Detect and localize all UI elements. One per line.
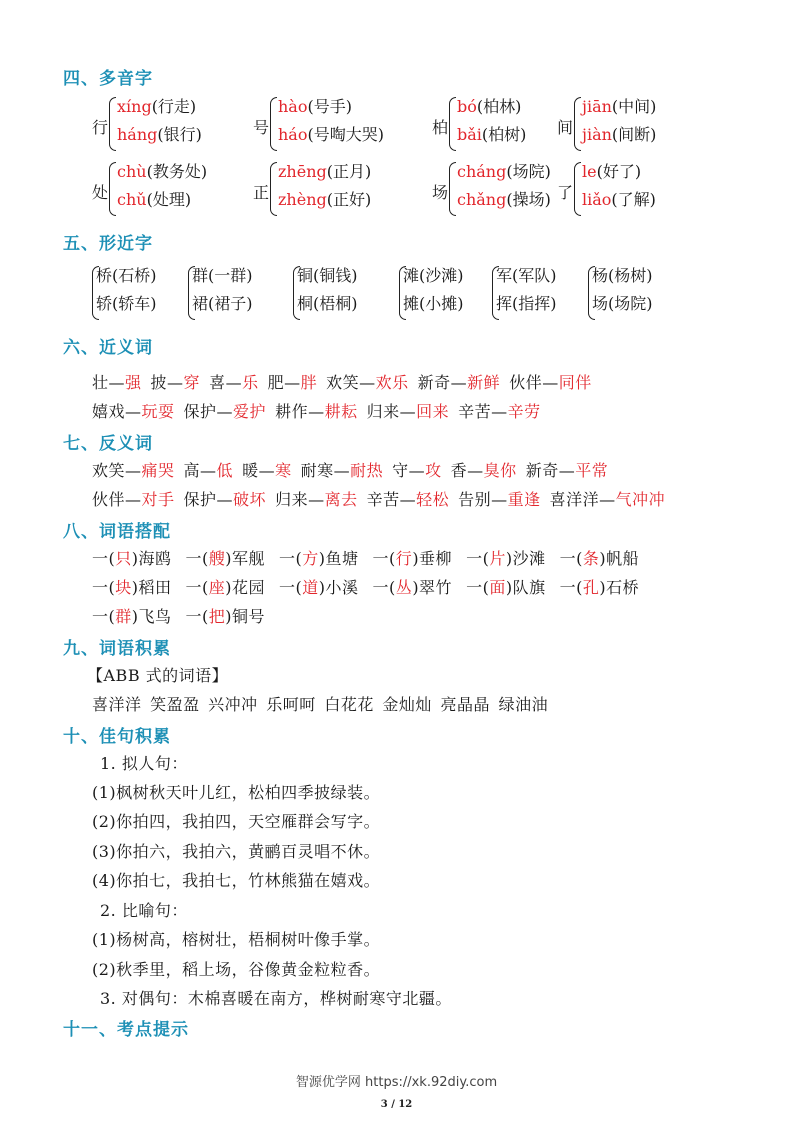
- measure-word: 把: [208, 607, 226, 626]
- polyphone-char: 场: [432, 183, 449, 202]
- polyphone-reading-2: [278, 122, 384, 145]
- numeral: 一(: [92, 549, 116, 568]
- example-word: (教务处): [146, 162, 208, 181]
- answer-word: 轻松: [416, 490, 450, 509]
- dash: —: [125, 461, 142, 480]
- answer-word: 回来: [416, 402, 450, 421]
- synonym-row-2: [92, 399, 541, 422]
- synonym-pair: [367, 402, 450, 421]
- answer-word: 臭你: [483, 461, 517, 480]
- word: 辛苦: [366, 490, 400, 509]
- similar-char-2: 挥(指挥): [496, 294, 557, 313]
- measure-word: 丛: [395, 578, 413, 597]
- numeral: 一(: [279, 578, 303, 597]
- dash: —: [491, 402, 508, 421]
- section-heading-collocations: 八、词语搭配: [63, 522, 171, 542]
- measure-word: 块: [115, 578, 132, 597]
- numeral: 一(: [92, 607, 116, 626]
- similar-char-2: 场(场院): [592, 294, 653, 313]
- pinyin: zhèng: [278, 190, 327, 209]
- measure-word: 道: [302, 578, 319, 597]
- word: 伙伴: [92, 490, 126, 509]
- example-word: (间断): [611, 125, 657, 144]
- noun: )垂柳: [412, 549, 453, 568]
- numeral: 一(: [92, 578, 116, 597]
- noun: )石桥: [599, 578, 640, 597]
- word: 归来: [366, 402, 400, 421]
- collocation-item: [373, 578, 453, 597]
- collocation-item: [186, 578, 266, 597]
- sentence-line: (1)枫树秋天叶儿红，松柏四季披绿装。: [92, 783, 381, 802]
- dash: —: [491, 490, 508, 509]
- word: 欢笑: [326, 373, 360, 392]
- similar-char-2: 摊(小摊): [403, 294, 464, 313]
- dash: —: [216, 402, 234, 421]
- pinyin: cháng: [457, 162, 507, 181]
- collocation-item: [92, 549, 172, 568]
- numeral: 一(: [559, 578, 583, 597]
- answer-word: 欢乐: [375, 373, 409, 392]
- answer-word: 玩耍: [141, 402, 175, 421]
- answer-word: 穿: [183, 373, 201, 392]
- noun: )花园: [225, 578, 266, 597]
- sentence-line: 1. 拟人句：: [100, 754, 188, 773]
- collocation-item: [466, 549, 546, 568]
- similar-char-2: 轿(轿车): [96, 294, 157, 313]
- answer-word: 爱护: [233, 402, 267, 421]
- example-word: (好了): [596, 162, 642, 181]
- collocation-item: [560, 578, 640, 597]
- numeral: 一(: [372, 549, 396, 568]
- synonym-pair: [458, 402, 541, 421]
- word: 肥: [267, 373, 285, 392]
- brace-icon: [270, 97, 277, 151]
- antonym-pair: [184, 490, 267, 509]
- dash: —: [125, 490, 142, 509]
- sentence-line: (4)你拍七，我拍七，竹林熊猫在嬉戏。: [92, 871, 381, 890]
- pinyin: háo: [278, 125, 308, 144]
- answer-word: 痛哭: [141, 461, 175, 480]
- example-word: (操场): [506, 190, 551, 209]
- answer-word: 胖: [300, 373, 318, 392]
- synonym-pair: [92, 402, 175, 421]
- answer-word: 寒: [275, 461, 292, 480]
- measure-word: 行: [395, 549, 413, 568]
- pinyin: liǎo: [582, 190, 612, 209]
- answer-word: 乐: [242, 373, 259, 392]
- brace-icon: [574, 162, 581, 216]
- abb-label: 【ABB 式的词语】: [87, 666, 229, 685]
- polyphone-reading-1: [457, 94, 521, 117]
- polyphone-char: 行: [92, 118, 109, 137]
- brace-icon: [449, 97, 456, 151]
- measure-word: 群: [115, 607, 132, 626]
- section-heading-exam-tips: 十一、考点提示: [63, 1020, 189, 1040]
- word: 香: [450, 461, 468, 480]
- synonym-pair: [326, 373, 409, 392]
- measure-word: 方: [302, 549, 319, 568]
- word: 归来: [275, 490, 309, 509]
- antonym-pair: [550, 490, 666, 509]
- dash: —: [308, 402, 325, 421]
- synonym-row-1: [92, 370, 592, 393]
- antonym-row-2: [92, 487, 665, 510]
- antonym-row-1: [92, 458, 608, 481]
- polyphone-char: 柏: [432, 118, 449, 137]
- answer-word: 强: [125, 373, 142, 392]
- section-heading-polyphones: 四、多音字: [63, 69, 153, 89]
- noun: )沙滩: [505, 549, 546, 568]
- word: 伙伴: [509, 373, 543, 392]
- collocation-item: [560, 549, 640, 568]
- antonym-pair: [275, 490, 358, 509]
- polyphone-reading-2: [117, 187, 191, 210]
- pinyin: xíng: [117, 97, 152, 116]
- sentence-line: (3)你拍六，我拍六，黄鹂百灵唱不休。: [92, 842, 381, 861]
- polyphone-reading-2: [457, 122, 526, 145]
- pinyin: bǎi: [457, 125, 482, 144]
- polyphone-reading-2: [278, 187, 371, 210]
- example-word: (正好): [326, 190, 372, 209]
- antonym-pair: [526, 461, 609, 480]
- measure-word: 只: [115, 549, 132, 568]
- example-word: (柏林): [476, 97, 522, 116]
- antonym-pair: [242, 461, 292, 480]
- measure-word: 孔: [582, 578, 600, 597]
- similar-char-1: 群(一群): [192, 266, 253, 285]
- dash: —: [216, 490, 234, 509]
- word: 喜洋洋: [549, 490, 600, 509]
- example-word: (了解): [611, 190, 656, 209]
- brace-icon: [574, 97, 581, 151]
- polyphone-reading-2: [582, 122, 656, 145]
- noun: )翠竹: [412, 578, 453, 597]
- dash: —: [258, 461, 276, 480]
- pinyin: hào: [278, 97, 308, 116]
- answer-word: 破坏: [233, 490, 267, 509]
- word: 守: [392, 461, 409, 480]
- section-heading-synonyms: 六、近义词: [63, 338, 153, 358]
- antonym-pair: [392, 461, 442, 480]
- similar-char-2: 桐(梧桐): [297, 294, 358, 313]
- measure-word: 面: [489, 578, 506, 597]
- abb-words: 喜洋洋 笑盈盈 兴冲冲 乐呵呵 白花花 金灿灿 亮晶晶 绿油油: [92, 695, 549, 714]
- polyphone-reading-1: [117, 94, 196, 117]
- answer-word: 新鲜: [467, 373, 501, 392]
- word: 披: [150, 373, 168, 392]
- measure-word: 座: [208, 578, 226, 597]
- answer-word: 气冲冲: [615, 490, 666, 509]
- section-heading-sentences: 十、佳句积累: [63, 727, 171, 747]
- pinyin: bó: [457, 97, 477, 116]
- dash: —: [558, 461, 576, 480]
- polyphone-char: 了: [557, 183, 574, 202]
- sentence-line: 3. 对偶句：木棉喜暖在南方，桦树耐寒守北疆。: [100, 989, 452, 1008]
- word: 嬉戏: [92, 402, 126, 421]
- example-word: (处理): [146, 190, 192, 209]
- brace-icon: [449, 162, 456, 216]
- polyphone-char: 号: [253, 118, 270, 137]
- section-heading-similar-chars: 五、形近字: [63, 234, 153, 254]
- collocation-row-2: [92, 575, 639, 598]
- pinyin: chǔ: [117, 190, 147, 209]
- collocation-item: [279, 578, 359, 597]
- sentence-line: 2. 比喻句：: [100, 901, 188, 920]
- answer-word: 低: [216, 461, 234, 480]
- pinyin: zhēng: [278, 162, 327, 181]
- dash: —: [284, 373, 301, 392]
- synonym-pair: [209, 373, 259, 392]
- noun: )鱼塘: [318, 549, 359, 568]
- polyphone-char: 处: [92, 183, 109, 202]
- dash: —: [308, 490, 325, 509]
- dash: —: [599, 490, 616, 509]
- word: 暖: [242, 461, 259, 480]
- collocation-item: [186, 549, 266, 568]
- brace-icon: [109, 162, 116, 216]
- dash: —: [200, 461, 217, 480]
- numeral: 一(: [559, 549, 583, 568]
- noun: )帆船: [599, 549, 640, 568]
- similar-char-1: 桥(石桥): [96, 266, 157, 285]
- synonym-pair: [184, 402, 267, 421]
- dash: —: [542, 373, 559, 392]
- collocation-item: [92, 607, 172, 626]
- word: 高: [183, 461, 201, 480]
- word: 辛苦: [458, 402, 492, 421]
- dash: —: [333, 461, 351, 480]
- example-word: (柏树): [481, 125, 527, 144]
- synonym-pair: [418, 373, 501, 392]
- antonym-pair: [367, 490, 450, 509]
- collocation-row-3: [92, 604, 265, 627]
- word: 保护: [183, 490, 217, 509]
- word: 新奇: [525, 461, 559, 480]
- example-word: (号啕大哭): [307, 125, 384, 144]
- polyphone-reading-1: [278, 159, 371, 182]
- word: 壮: [92, 373, 109, 392]
- antonym-pair: [301, 461, 384, 480]
- sentence-line: (1)杨树高，榕树壮，梧桐树叶像手掌。: [92, 930, 381, 949]
- collocation-item: [92, 578, 172, 597]
- antonym-pair: [92, 490, 175, 509]
- answer-word: 辛劳: [507, 402, 541, 421]
- measure-word: 艘: [208, 549, 226, 568]
- synonym-pair: [92, 373, 142, 392]
- answer-word: 同伴: [558, 373, 592, 392]
- similar-char-2: 裙(裙子): [192, 294, 253, 313]
- answer-word: 对手: [141, 490, 175, 509]
- noun: )飞鸟: [131, 607, 172, 626]
- pinyin: háng: [117, 125, 158, 144]
- similar-char-1: 军(军队): [496, 266, 557, 285]
- word: 保护: [183, 402, 217, 421]
- polyphone-char: 间: [557, 118, 574, 137]
- collocation-item: [373, 549, 453, 568]
- numeral: 一(: [185, 607, 209, 626]
- numeral: 一(: [466, 549, 490, 568]
- dash: —: [359, 373, 376, 392]
- numeral: 一(: [372, 578, 396, 597]
- section-heading-word-accumulation: 九、词语积累: [63, 639, 171, 659]
- sentence-line: (2)秋季里，稻上场，谷像黄金粒粒香。: [92, 960, 381, 979]
- word: 耐寒: [300, 461, 334, 480]
- synonym-pair: [509, 373, 592, 392]
- collocation-row-1: [92, 546, 639, 569]
- answer-word: 离去: [324, 490, 358, 509]
- dash: —: [167, 373, 184, 392]
- word: 欢笑: [92, 461, 126, 480]
- polyphone-reading-1: [457, 159, 551, 182]
- dash: —: [467, 461, 484, 480]
- polyphone-reading-2: [457, 187, 551, 210]
- footer-source: 智源优学网 https://xk.92diy.com: [295, 1075, 498, 1090]
- similar-char-1: 杨(杨树): [592, 266, 653, 285]
- synonym-pair: [268, 373, 318, 392]
- pinyin: chǎng: [457, 190, 507, 209]
- dash: —: [399, 490, 417, 509]
- collocation-item: [466, 578, 546, 597]
- dash: —: [225, 373, 243, 392]
- answer-word: 耕耘: [324, 402, 358, 421]
- polyphone-reading-2: [117, 122, 202, 145]
- word: 新奇: [417, 373, 451, 392]
- polyphone-reading-1: [278, 94, 352, 117]
- measure-word: 条: [582, 549, 600, 568]
- answer-word: 平常: [575, 461, 609, 480]
- antonym-pair: [184, 461, 234, 480]
- similar-char-1: 滩(沙滩): [403, 266, 464, 285]
- brace-icon: [109, 97, 116, 151]
- collocation-item: [186, 607, 266, 626]
- numeral: 一(: [185, 549, 209, 568]
- word: 告别: [458, 490, 492, 509]
- noun: )军舰: [225, 549, 266, 568]
- measure-word: 片: [489, 549, 506, 568]
- page-number: 3 / 12: [380, 1099, 413, 1110]
- noun: )稻田: [131, 578, 172, 597]
- example-word: (正月): [326, 162, 372, 181]
- pinyin: chù: [117, 162, 147, 181]
- word: 耕作: [275, 402, 309, 421]
- sentence-line: (2)你拍四，我拍四，天空雁群会写字。: [92, 812, 381, 831]
- dash: —: [125, 402, 142, 421]
- numeral: 一(: [466, 578, 490, 597]
- polyphone-reading-2: [582, 187, 656, 210]
- collocation-item: [279, 549, 359, 568]
- example-word: (银行): [157, 125, 202, 144]
- example-word: (中间): [611, 97, 657, 116]
- dash: —: [450, 373, 468, 392]
- pinyin: jiàn: [582, 125, 612, 144]
- synonym-pair: [151, 373, 201, 392]
- pinyin: le: [582, 162, 597, 181]
- answer-word: 攻: [425, 461, 442, 480]
- numeral: 一(: [279, 549, 303, 568]
- noun: )海鸥: [131, 549, 172, 568]
- dash: —: [108, 373, 126, 392]
- polyphone-reading-1: [582, 94, 656, 117]
- example-word: (号手): [307, 97, 352, 116]
- polyphone-reading-1: [117, 159, 207, 182]
- polyphone-reading-1: [582, 159, 641, 182]
- section-heading-antonyms: 七、反义词: [63, 434, 153, 454]
- polyphone-char: 正: [253, 183, 270, 202]
- dash: —: [399, 402, 417, 421]
- synonym-pair: [275, 402, 358, 421]
- noun: )铜号: [225, 607, 266, 626]
- numeral: 一(: [185, 578, 209, 597]
- answer-word: 耐热: [350, 461, 384, 480]
- answer-word: 重逢: [507, 490, 541, 509]
- similar-char-1: 铜(铜钱): [297, 266, 358, 285]
- word: 喜: [209, 373, 226, 392]
- example-word: (场院): [506, 162, 551, 181]
- brace-icon: [270, 162, 277, 216]
- dash: —: [408, 461, 426, 480]
- noun: )队旗: [505, 578, 546, 597]
- example-word: (行走): [151, 97, 197, 116]
- antonym-pair: [92, 461, 175, 480]
- noun: )小溪: [318, 578, 359, 597]
- pinyin: jiān: [582, 97, 612, 116]
- antonym-pair: [451, 461, 517, 480]
- antonym-pair: [458, 490, 541, 509]
